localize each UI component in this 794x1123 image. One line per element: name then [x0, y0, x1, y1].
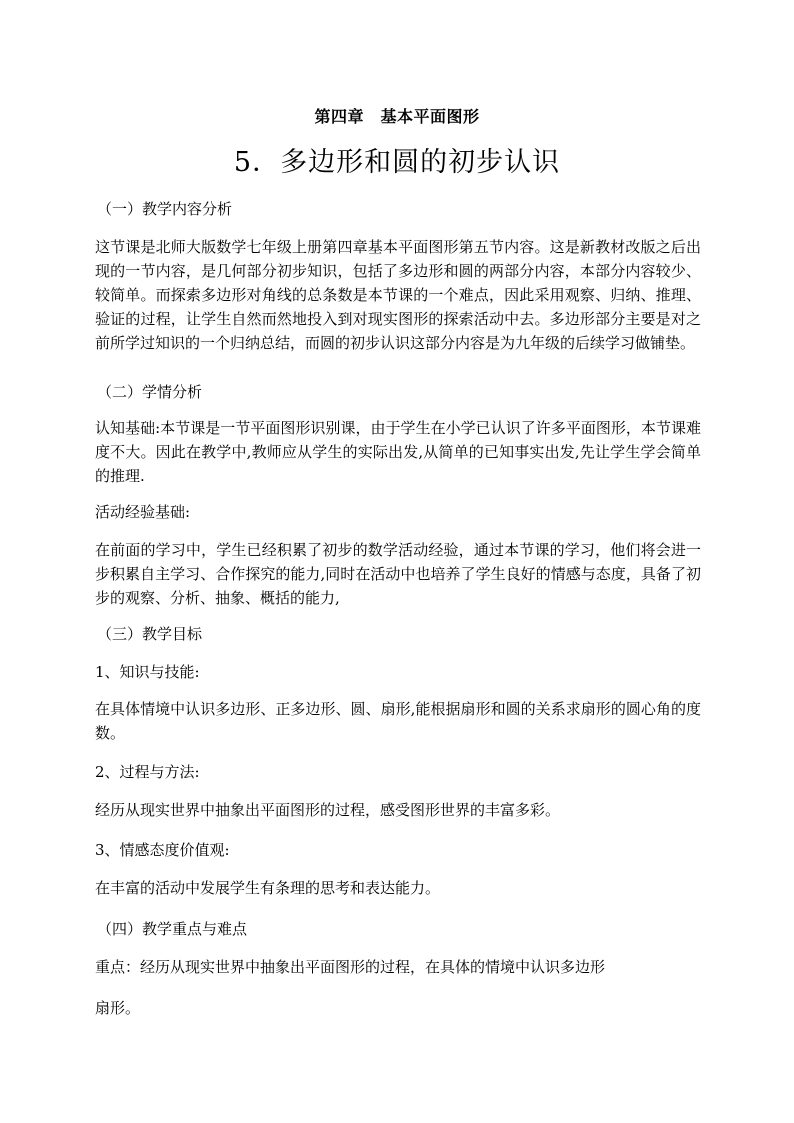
section-heading-teaching-goals: （三）教学目标: [97, 625, 203, 643]
section-heading-key-points: （四）教学重点与难点: [97, 920, 248, 938]
knowledge-skills-label: 1、知识与技能:: [95, 663, 200, 681]
process-methods-label: 2、过程与方法:: [95, 763, 200, 781]
attitude-values-paragraph: 在丰富的活动中发展学生有条理的思考和表达能力。: [95, 879, 441, 897]
section-heading-content-analysis: （一）教学内容分析: [97, 200, 233, 218]
knowledge-skills-paragraph: 在具体情境中认识多边形、正多边形、圆、扇形,能根据扇形和圆的关系求扇形的圆心角的度数。: [95, 700, 701, 742]
activity-experience-paragraph: 在前面的学习中，学生已经积累了初步的数学活动经验，通过本节课的学习，他们将会进一步积累自主学习、合作探究的能力,同时在活动中也培养了学生良好的情感与态度，具备了初步的观察、分析、抽象、概括的能力,: [95, 541, 701, 607]
key-points-line-continued: 扇形。: [95, 999, 141, 1017]
attitude-values-label: 3、情感态度价值观:: [95, 841, 230, 859]
process-methods-paragraph: 经历从现实世界中抽象出平面图形的过程，感受图形世界的丰富多彩。: [95, 801, 561, 819]
activity-experience-label: 活动经验基础:: [95, 503, 191, 521]
key-points-line: 重点：经历从现实世界中抽象出平面图形的过程，在具体的情境中认识多边形: [95, 958, 606, 976]
cognitive-basis-paragraph: 认知基础:本节课是一节平面图形识别课，由于学生在小学已认识了许多平面图形，本节课难度不大。因此在教学中,教师应从学生的实际出发,从简单的已知事实出发,先让学生学会简单的推理.: [95, 419, 701, 485]
content-analysis-paragraph: 这节课是北师大版数学七年级上册第四章基本平面图形第五节内容。这是新教材改版之后出现的一节内容，是几何部分初步知识，包括了多边形和圆的两部分内容，本部分内容较少、较简单。而探索多边形对角线的总条数是本节课的一个难点，因此采用观察、归纳、推理、验证的过程，让学生自然而然地投入到对现实图形的探索活动中去。多边形部分主要是对之前所学过知识的一个归纳总结，而圆的初步认识这部分内容是为九年级的后续学习做铺垫。: [95, 238, 701, 352]
chapter-title: 第四章 基本平面图形: [314, 107, 480, 126]
lesson-title: 5．多边形和圆的初步认识: [233, 147, 561, 178]
section-heading-student-analysis: （二）学情分析: [97, 383, 203, 401]
